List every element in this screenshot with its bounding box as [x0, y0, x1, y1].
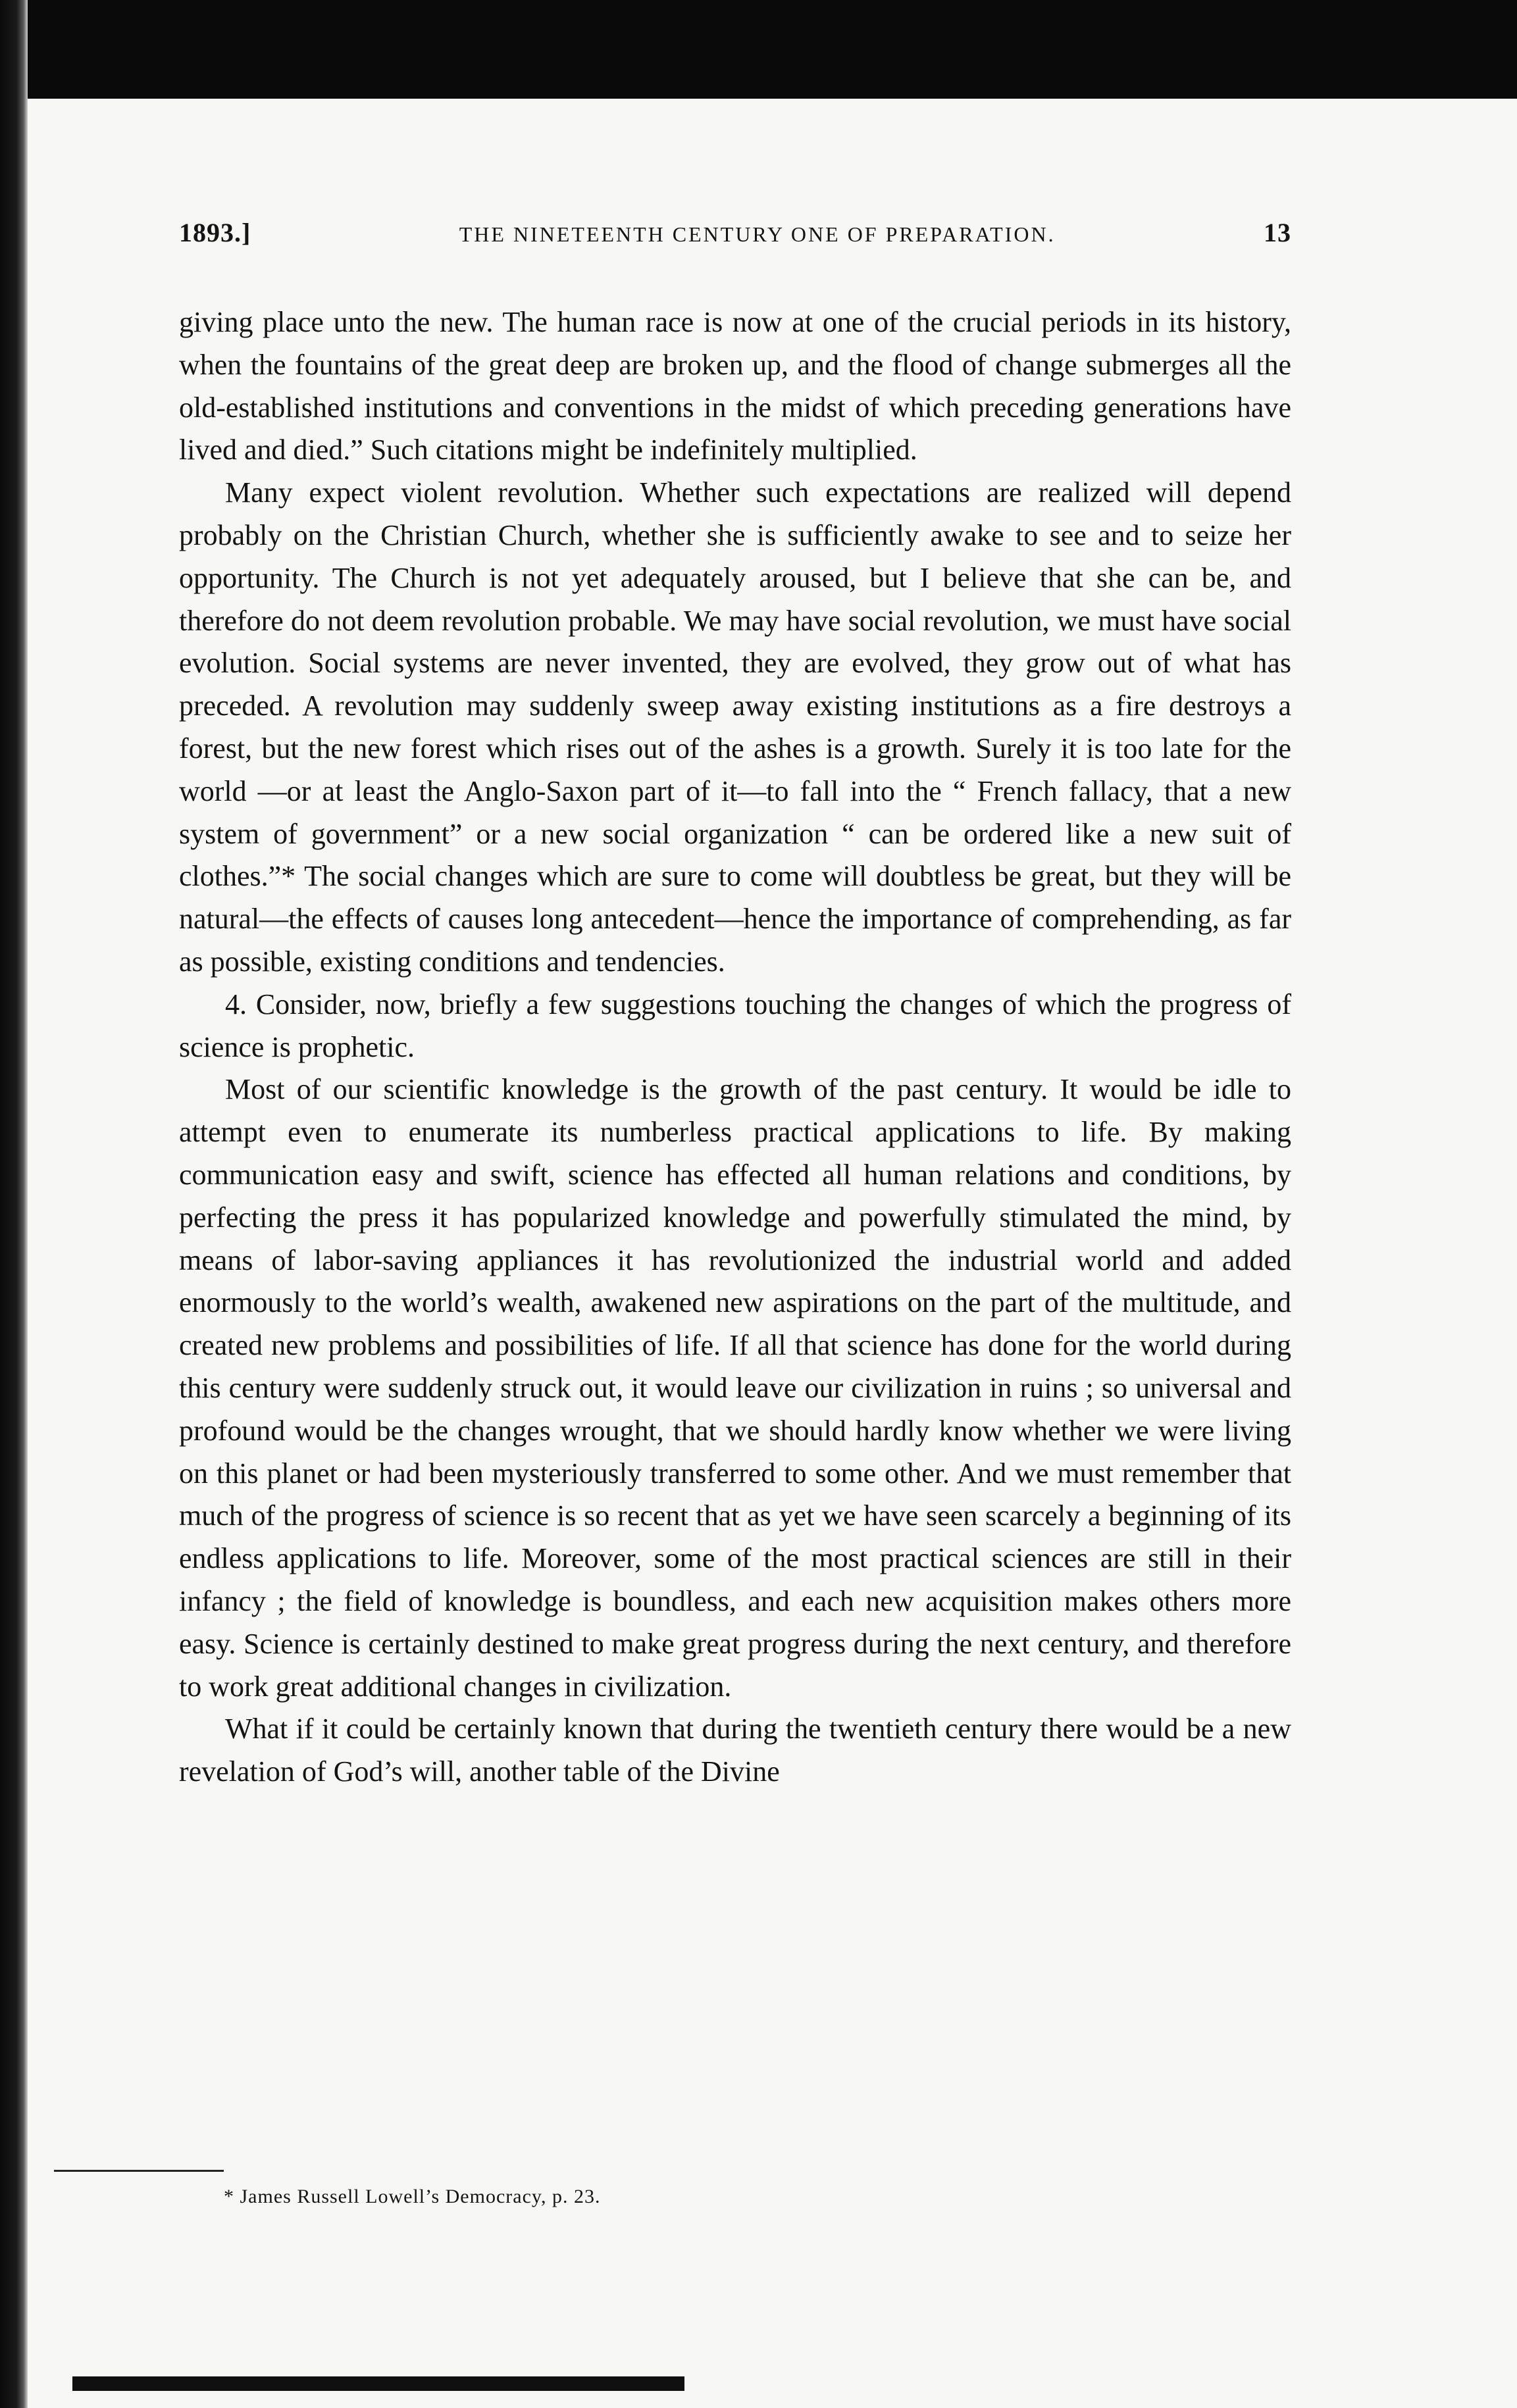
- scan-left-border: [0, 0, 28, 2408]
- paragraph-revolution: Many expect violent revolution. Whether such expectations are realized will depend probably on the Christian Church, whether she is sufficiently awake to see and to seize her opportunity. The Church is not yet adequately aroused, but I believe that she can be, and therefore do not deem revolution probable. We may have social revolution, we must have social evolution. Social systems are never invented, they are evolved, they grow out of what has preceded. A revolution may suddenly sweep away existing institutions as a fire destroys a forest, but the new forest which rises out of the ashes is a growth. Surely it is too late for the world —or at least the Anglo-Saxon part of it—to fall into the “ French fallacy, that a new system of government” or a new social organization “ can be ordered like a new suit of clothes.”* The social changes which are sure to come will doubtless be great, but they will be natural—the effects of causes long antecedent—hence the importance of comprehending, as far as possible, existing conditions and tendencies.: [179, 476, 1291, 978]
- footnote-divider: [54, 2170, 224, 2172]
- footnote: * James Russell Lowell’s Democracy, p. 23.: [224, 2186, 601, 2207]
- body-text: [179, 301, 1291, 1793]
- header-title: THE NINETEENTH CENTURY ONE OF PREPARATION.: [459, 222, 1056, 246]
- paragraph-section-4: 4. Consider, now, briefly a few suggestions touching the changes of which the progress of science is prophetic.: [179, 988, 1291, 1063]
- scan-bottom-bar: [72, 2376, 684, 2391]
- paragraph-science: Most of our scientific knowledge is the growth of the past century. It would be idle to attempt even to enumerate its numberless practical applications to life. By making communication easy and swift, science has effected all human relations and conditions, by perfecting the press it has popularized knowledge and powerfully stimulated the mind, by means of labor-saving appliances it has revolutionized the industrial world and added enormously to the world’s wealth, awakened new aspirations on the part of the multitude, and created new problems and possibilities of life. If all that science has done for the world during this century were suddenly struck out, it would leave our civilization in ruins ; so universal and profound would be the changes wrought, that we should hardly know whether we were living on this planet or had been mysteriously transferred to some other. And we must remember that much of the progress of science is so recent that as yet we have seen scarcely a beginning of its endless applications to life. Moreover, some of the most practical sciences are still in their infancy ; the field of knowledge is boundless, and each new acquisition makes others more easy. Science is certainly destined to make great progress during the next century, and therefore to work great additional changes in civilization.: [179, 1073, 1291, 1703]
- paragraph-revelation: What if it could be certainly known that during the twentieth century there would be a new revelation of God’s will, another table of the Divine: [179, 1713, 1291, 1788]
- paragraph-continuation: giving place unto the new. The human race is now at one of the crucial periods in its history, when the fountains of the great deep are broken up, and the flood of change submerges all the old-established institutions and conventions in the midst of which preceding generations have lived and died.” Such citations might be indefinitely multiplied.: [179, 306, 1291, 466]
- book-page: [179, 217, 1291, 1793]
- running-head: [179, 217, 1291, 263]
- page-number: 13: [1263, 218, 1291, 247]
- scan-top-border: [0, 0, 1517, 99]
- header-year: 1893.]: [179, 218, 251, 247]
